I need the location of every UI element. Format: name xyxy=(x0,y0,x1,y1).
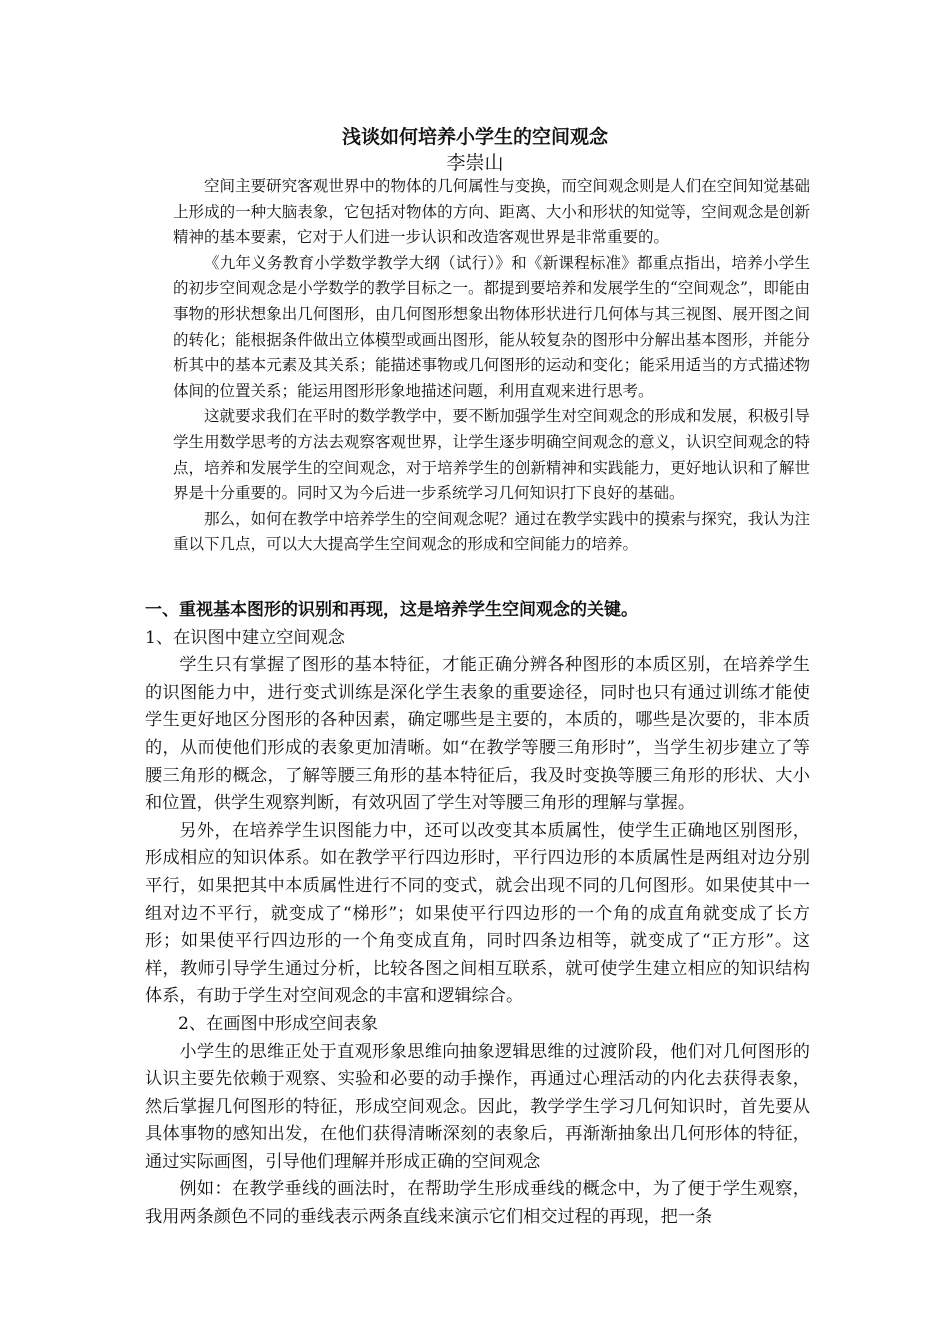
intro-paragraph: 那么，如何在教学中培养学生的空间观念呢？通过在教学实践中的摸索与探究，我认为注重以下几点，可以大大提高学生空间观念的形成和空间能力的培养。 xyxy=(173,509,810,554)
body-paragraph: 另外，在培养学生识图能力中，还可以改变其本质属性，使学生正确地区别图形，形成相应的知识体系。如在教学平行四边形时，平行四边形的本质属性是两组对边分别平行，如果把其中本质属性进行不同的变式，就会出现不同的几何图形。如果使其中一组对边不平行，就变成了“梯形”；如果使平行四边形的一个角的成直角就变成了长方形；如果使平行四边形的一个角变成直角，同时四条边相等，就变成了“正方形”。这样，教师引导学生通过分析，比较各图之间相互联系，就可使学生建立相应的知识结构体系，有助于学生对空间观念的丰富和逻辑综合。 xyxy=(145,820,810,1007)
section-heading: 一、重视基本图形的识别和再现，这是培养学生空间观念的关键。 xyxy=(145,600,638,620)
body-paragraph: 小学生的思维正处于直观形象思维向抽象逻辑思维的过渡阶段，他们对几何图形的认识主要先依赖于观察、实验和必要的动手操作，再通过心理活动的内化去获得表象，然后掌握几何图形的特征，形成空间观念。因此，教学学生学习几何知识时，首先要从具体事物的感知出发，在他们获得清晰深刻的表象后，再渐渐抽象出几何形体的特征，通过实际画图，引导他们理解并形成正确的空间观念 xyxy=(145,1041,810,1172)
subsection-heading: 2、在画图中形成空间表象 xyxy=(178,1013,378,1034)
document-title: 浅谈如何培养小学生的空间观念 xyxy=(341,126,608,148)
document-author: 李崇山 xyxy=(446,152,504,174)
intro-paragraph: 这就要求我们在平时的数学教学中，要不断加强学生对空间观念的形成和发展，积极引导学生用数学思考的方法去观察客观世界，让学生逐步明确空间观念的意义，认识空间观念的特点，培养和发展学生的空间观念，对于培养学生的创新精神和实践能力，更好地认识和了解世界是十分重要的。同时又为今后进一步系统学习几何知识打下良好的基础。 xyxy=(173,407,810,503)
body-section xyxy=(145,597,810,1232)
intro-paragraph: 《九年义务教育小学数学教学大纲（试行）》和《新课程标准》都重点指出，培养小学生的初步空间观念是小学数学的教学目标之一。都提到要培养和发展学生的“空间观念”，即能由事物的形状想象出几何图形，由几何图形想象出物体形状进行几何体与其三视图、展开图之间的转化；能根据条件做出立体模型或画出图形，能从较复杂的图形中分解出基本图形，并能分析其中的基本元素及其关系；能描述事物或几何图形的运动和变化；能采用适当的方式描述物体间的位置关系；能运用图形形象地描述问题，利用直观来进行思考。 xyxy=(173,253,810,400)
body-paragraph: 学生只有掌握了图形的基本特征，才能正确分辨各种图形的本质区别，在培养学生的识图能力中，进行变式训练是深化学生表象的重要途径，同时也只有通过训练才能使学生更好地区分图形的各种因素，确定哪些是主要的，本质的，哪些是次要的，非本质的，从而使他们形成的表象更加清晰。如“在教学等腰三角形时”，当学生初步建立了等腰三角形的概念，了解等腰三角形的基本特征后，我及时变换等腰三角形的形状、大小和位置，供学生观察判断，有效巩固了学生对等腰三角形的理解与掌握。 xyxy=(145,655,810,814)
body-paragraph: 例如：在教学垂线的画法时，在帮助学生形成垂线的概念中，为了便于学生观察，我用两条颜色不同的垂线表示两条直线来演示它们相交过程的再现，把一条 xyxy=(145,1179,810,1228)
intro-section xyxy=(173,174,810,558)
subsection-heading: 1、在识图中建立空间观念 xyxy=(145,627,345,648)
intro-paragraph: 空间主要研究客观世界中的物体的几何属性与变换，而空间观念则是人们在空间知觉基础上形成的一种大脑表象，它包括对物体的方向、距离、大小和形状的知觉等，空间观念是创新精神的基本要素，它对于人们进一步认识和改造客观世界是非常重要的。 xyxy=(173,177,810,247)
